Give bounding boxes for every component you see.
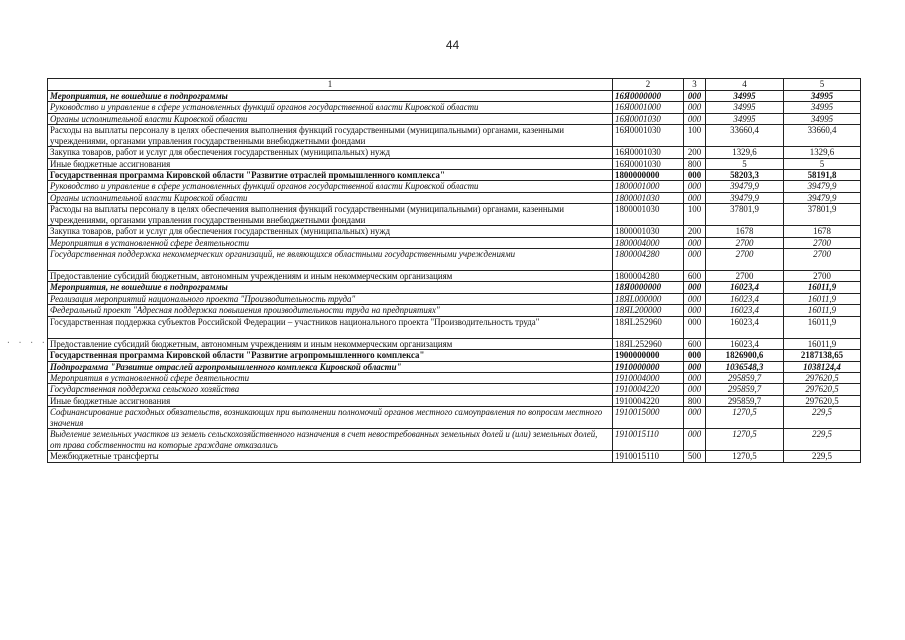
row-name-cell: Органы исполнительной власти Кировской области	[48, 113, 613, 124]
row-name-cell: Государственная поддержка сельского хозяйства	[48, 384, 613, 395]
row-expense-type-cell: 000	[684, 384, 706, 395]
row-name-cell: Расходы на выплаты персоналу в целях обеспечения выполнения функций государственными (муниципальными) органами, казенными учреждениями, органами управления государственными внебюджетными фондами	[48, 204, 613, 226]
table-row	[48, 451, 861, 462]
row-target-code-cell: 1800001030	[613, 192, 684, 203]
row-target-code-cell: 1910015110	[613, 451, 684, 462]
row-target-code-cell: 16Я0001030	[613, 125, 684, 147]
row-amount-col4-cell: 33660,4	[706, 125, 784, 147]
row-target-code-cell: 1910015000	[613, 407, 684, 429]
row-amount-col5-cell: 16011,9	[784, 293, 861, 304]
budget-table	[47, 78, 861, 463]
table-row	[48, 372, 861, 383]
row-name-cell: Выделение земельных участков из земель сельскохозяйственного назначения в счет невостребованных земельных долей и (или) земельных долей, от права собственности на которые граждане отказались	[48, 429, 613, 451]
row-name-cell: Иные бюджетные ассигнования	[48, 395, 613, 406]
row-expense-type-cell: 200	[684, 226, 706, 237]
row-amount-col4-cell: 2700	[706, 271, 784, 282]
table-row	[48, 384, 861, 395]
table-row	[48, 429, 861, 451]
row-amount-col4-cell: 16023,4	[706, 338, 784, 349]
row-expense-type-cell: 000	[684, 91, 706, 102]
row-amount-col4-cell: 16023,4	[706, 293, 784, 304]
row-amount-col4-cell: 1270,5	[706, 429, 784, 451]
table-row	[48, 170, 861, 181]
row-amount-col4-cell: 39479,9	[706, 192, 784, 203]
row-amount-col5-cell: 5	[784, 158, 861, 169]
row-name-cell: Руководство и управление в сфере установленных функций органов государственной власти Кировской области	[48, 102, 613, 113]
row-amount-col5-cell: 297620,5	[784, 384, 861, 395]
table-row	[48, 249, 861, 271]
row-amount-col5-cell: 1329,6	[784, 147, 861, 158]
row-amount-col5-cell: 39479,9	[784, 181, 861, 192]
row-target-code-cell: 1910004220	[613, 395, 684, 406]
row-target-code-cell: 1800004000	[613, 237, 684, 248]
row-amount-col5-cell: 2700	[784, 237, 861, 248]
table-row	[48, 293, 861, 304]
row-expense-type-cell: 100	[684, 204, 706, 226]
row-amount-col5-cell: 229,5	[784, 429, 861, 451]
table-row	[48, 271, 861, 282]
table-body	[48, 91, 861, 463]
row-amount-col4-cell: 1329,6	[706, 147, 784, 158]
row-expense-type-cell: 000	[684, 249, 706, 271]
row-amount-col5-cell: 16011,9	[784, 282, 861, 293]
margin-scan-mark: . . . . . .	[6, 336, 70, 345]
row-amount-col4-cell: 295859,7	[706, 384, 784, 395]
table-row	[48, 91, 861, 102]
row-name-cell: Реализация мероприятий национального проекта "Производительность труда"	[48, 293, 613, 304]
table-row	[48, 226, 861, 237]
row-target-code-cell: 18Я0000000	[613, 282, 684, 293]
table-row	[48, 282, 861, 293]
row-target-code-cell: 1800000000	[613, 170, 684, 181]
row-expense-type-cell: 000	[684, 293, 706, 304]
row-expense-type-cell: 000	[684, 181, 706, 192]
row-name-cell: Закупка товаров, работ и услуг для обеспечения государственных (муниципальных) нужд	[48, 226, 613, 237]
row-expense-type-cell: 800	[684, 395, 706, 406]
row-target-code-cell: 1900000000	[613, 350, 684, 361]
table-row	[48, 204, 861, 226]
row-amount-col5-cell: 58191,8	[784, 170, 861, 181]
row-expense-type-cell: 000	[684, 170, 706, 181]
table-row	[48, 407, 861, 429]
row-target-code-cell: 1910004000	[613, 372, 684, 383]
row-amount-col4-cell: 1678	[706, 226, 784, 237]
row-expense-type-cell: 000	[684, 192, 706, 203]
row-name-cell: Руководство и управление в сфере установленных функций органов государственной власти Кировской области	[48, 181, 613, 192]
table-row	[48, 181, 861, 192]
row-amount-col5-cell: 39479,9	[784, 192, 861, 203]
row-expense-type-cell: 000	[684, 305, 706, 316]
table-row	[48, 125, 861, 147]
row-target-code-cell: 1910000000	[613, 361, 684, 372]
row-amount-col5-cell: 1678	[784, 226, 861, 237]
row-amount-col4-cell: 16023,4	[706, 305, 784, 316]
row-target-code-cell: 1800001030	[613, 204, 684, 226]
row-amount-col5-cell: 34995	[784, 91, 861, 102]
row-name-cell: Государственная поддержка субъектов Российской Федерации – участников национального проекта "Производительность труда"	[48, 316, 613, 338]
row-amount-col5-cell: 2187138,65	[784, 350, 861, 361]
row-amount-col5-cell: 37801,9	[784, 204, 861, 226]
row-name-cell: Софинансирование расходных обязательств, возникающих при выполнении полномочий органов местного самоуправления по вопросам местного значения	[48, 407, 613, 429]
row-target-code-cell: 16Я0001030	[613, 158, 684, 169]
row-name-cell: Мероприятия, не вошедшие в подпрограммы	[48, 282, 613, 293]
row-target-code-cell: 16Я0001000	[613, 102, 684, 113]
row-target-code-cell: 16Я0000000	[613, 91, 684, 102]
table-row	[48, 316, 861, 338]
row-expense-type-cell: 500	[684, 451, 706, 462]
row-name-cell: Федеральный проект "Адресная поддержка повышения производительности труда на предприятиях"	[48, 305, 613, 316]
row-name-cell: Государственная поддержка некоммерческих организаций, не являющихся областными государственными учреждениями	[48, 249, 613, 271]
row-target-code-cell: 18ЯL200000	[613, 305, 684, 316]
table-row	[48, 395, 861, 406]
row-amount-col5-cell: 16011,9	[784, 316, 861, 338]
table-row	[48, 158, 861, 169]
row-amount-col4-cell: 295859,7	[706, 372, 784, 383]
row-amount-col4-cell: 34995	[706, 113, 784, 124]
row-name-cell: Предоставление субсидий бюджетным, автономным учреждениям и иным некоммерческим организациям	[48, 271, 613, 282]
row-amount-col5-cell: 16011,9	[784, 305, 861, 316]
row-expense-type-cell: 000	[684, 372, 706, 383]
row-amount-col4-cell: 34995	[706, 102, 784, 113]
row-expense-type-cell: 000	[684, 237, 706, 248]
row-target-code-cell: 1800004280	[613, 249, 684, 271]
row-target-code-cell: 1910015110	[613, 429, 684, 451]
row-expense-type-cell: 000	[684, 282, 706, 293]
table-row	[48, 305, 861, 316]
row-target-code-cell: 18ЯL000000	[613, 293, 684, 304]
row-target-code-cell: 1800001030	[613, 226, 684, 237]
row-amount-col4-cell: 16023,4	[706, 316, 784, 338]
row-amount-col5-cell: 2700	[784, 271, 861, 282]
row-amount-col5-cell: 297620,5	[784, 372, 861, 383]
row-target-code-cell: 18ЯL252960	[613, 316, 684, 338]
row-name-cell: Закупка товаров, работ и услуг для обеспечения государственных (муниципальных) нужд	[48, 147, 613, 158]
row-name-cell: Расходы на выплаты персоналу в целях обеспечения выполнения функций государственными (муниципальными) органами, казенными учреждениями, органами управления государственными внебюджетными фондами	[48, 125, 613, 147]
row-expense-type-cell: 000	[684, 361, 706, 372]
table-row	[48, 338, 861, 349]
row-amount-col4-cell: 16023,4	[706, 282, 784, 293]
header-col-4: 4	[706, 79, 784, 91]
row-expense-type-cell: 000	[684, 407, 706, 429]
row-amount-col5-cell: 34995	[784, 113, 861, 124]
row-amount-col5-cell: 1038124,4	[784, 361, 861, 372]
table-row	[48, 361, 861, 372]
row-name-cell: Мероприятия в установленной сфере деятельности	[48, 372, 613, 383]
row-expense-type-cell: 800	[684, 158, 706, 169]
row-amount-col4-cell: 2700	[706, 237, 784, 248]
row-expense-type-cell: 600	[684, 271, 706, 282]
row-name-cell: Мероприятия в установленной сфере деятельности	[48, 237, 613, 248]
row-name-cell: Межбюджетные трансферты	[48, 451, 613, 462]
table-row	[48, 113, 861, 124]
row-name-cell: Предоставление субсидий бюджетным, автономным учреждениям и иным некоммерческим организациям	[48, 338, 613, 349]
row-expense-type-cell: 200	[684, 147, 706, 158]
row-name-cell: Государственная программа Кировской области "Развитие отраслей промышленного комплекса"	[48, 170, 613, 181]
row-target-code-cell: 16Я0001030	[613, 113, 684, 124]
row-expense-type-cell: 000	[684, 350, 706, 361]
table-row	[48, 147, 861, 158]
row-amount-col4-cell: 295859,7	[706, 395, 784, 406]
header-col-2: 2	[613, 79, 684, 91]
row-amount-col4-cell: 58203,3	[706, 170, 784, 181]
row-target-code-cell: 1800001000	[613, 181, 684, 192]
row-expense-type-cell: 000	[684, 102, 706, 113]
row-target-code-cell: 1800004280	[613, 271, 684, 282]
table-header-row	[48, 79, 861, 91]
table-row	[48, 192, 861, 203]
row-target-code-cell: 18ЯL252960	[613, 338, 684, 349]
row-target-code-cell: 16Я0001030	[613, 147, 684, 158]
row-expense-type-cell: 600	[684, 338, 706, 349]
page-number: 44	[445, 38, 460, 52]
row-amount-col5-cell: 33660,4	[784, 125, 861, 147]
header-col-3: 3	[684, 79, 706, 91]
row-amount-col4-cell: 1270,5	[706, 451, 784, 462]
row-expense-type-cell: 100	[684, 125, 706, 147]
row-amount-col4-cell: 2700	[706, 249, 784, 271]
row-amount-col4-cell: 39479,9	[706, 181, 784, 192]
row-amount-col4-cell: 1826900,6	[706, 350, 784, 361]
row-amount-col4-cell: 1036548,3	[706, 361, 784, 372]
row-expense-type-cell: 000	[684, 316, 706, 338]
row-amount-col5-cell: 2700	[784, 249, 861, 271]
row-amount-col5-cell: 297620,5	[784, 395, 861, 406]
row-amount-col4-cell: 34995	[706, 91, 784, 102]
row-expense-type-cell: 000	[684, 429, 706, 451]
row-name-cell: Подпрограмма "Развитие отраслей агропромышленного комплекса Кировской области"	[48, 361, 613, 372]
table-row	[48, 237, 861, 248]
table-row	[48, 350, 861, 361]
header-col-1: 1	[48, 79, 613, 91]
row-amount-col4-cell: 1270,5	[706, 407, 784, 429]
row-name-cell: Иные бюджетные ассигнования	[48, 158, 613, 169]
row-name-cell: Органы исполнительной власти Кировской области	[48, 192, 613, 203]
row-name-cell: Государственная программа Кировской области "Развитие агропромышленного комплекса"	[48, 350, 613, 361]
header-col-5: 5	[784, 79, 861, 91]
row-amount-col5-cell: 229,5	[784, 451, 861, 462]
row-amount-col4-cell: 5	[706, 158, 784, 169]
row-amount-col5-cell: 16011,9	[784, 338, 861, 349]
table-row	[48, 102, 861, 113]
row-target-code-cell: 1910004220	[613, 384, 684, 395]
row-amount-col5-cell: 229,5	[784, 407, 861, 429]
row-name-cell: Мероприятия, не вошедшие в подпрограммы	[48, 91, 613, 102]
row-expense-type-cell: 000	[684, 113, 706, 124]
row-amount-col4-cell: 37801,9	[706, 204, 784, 226]
row-amount-col5-cell: 34995	[784, 102, 861, 113]
